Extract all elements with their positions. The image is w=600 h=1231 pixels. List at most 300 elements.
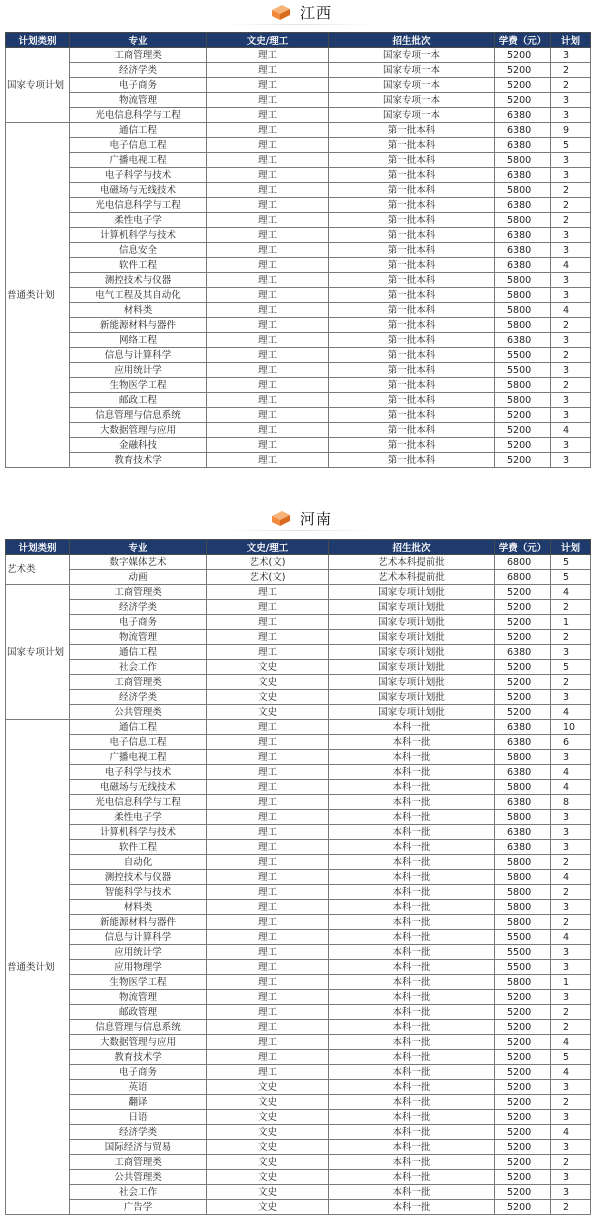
batch-cell: 本科一批: [329, 1110, 495, 1125]
plan-count-cell: 3: [551, 1110, 591, 1125]
table-row: [6, 660, 591, 675]
subject-cell: 理工: [207, 810, 329, 825]
batch-cell: 国家专项计划批: [329, 630, 495, 645]
header-fee: 学费（元）: [495, 33, 551, 48]
major-cell: 信息安全: [70, 243, 207, 258]
table-row: [6, 1020, 591, 1035]
batch-cell: 本科一批: [329, 915, 495, 930]
plan-count-cell: 4: [551, 258, 591, 273]
major-cell: 电子信息工程: [70, 735, 207, 750]
subject-cell: 理工: [207, 198, 329, 213]
subject-cell: 理工: [207, 138, 329, 153]
table-row: [6, 393, 591, 408]
major-cell: 数字媒体艺术: [70, 555, 207, 570]
major-cell: 柔性电子学: [70, 213, 207, 228]
fee-cell: 6380: [495, 108, 551, 123]
batch-cell: 本科一批: [329, 1050, 495, 1065]
plan-count-cell: 5: [551, 660, 591, 675]
orange-cube-icon: [268, 2, 294, 22]
table-row: [6, 108, 591, 123]
fee-cell: 5200: [495, 1095, 551, 1110]
table-row: [6, 153, 591, 168]
table-row: [6, 675, 591, 690]
plan-count-cell: 3: [551, 1140, 591, 1155]
fee-cell: 6380: [495, 825, 551, 840]
batch-cell: 第一批本科: [329, 453, 495, 468]
subject-cell: 理工: [207, 645, 329, 660]
table-row: [6, 705, 591, 720]
fee-cell: 5200: [495, 63, 551, 78]
major-cell: 光电信息科学与工程: [70, 795, 207, 810]
table-row: [6, 840, 591, 855]
major-cell: 英语: [70, 1080, 207, 1095]
major-cell: 物流管理: [70, 990, 207, 1005]
fee-cell: 6800: [495, 555, 551, 570]
subject-cell: 理工: [207, 1020, 329, 1035]
category-cell: 国家专项计划: [6, 585, 70, 720]
batch-cell: 本科一批: [329, 930, 495, 945]
jiangxi-heading: [0, 0, 600, 24]
subject-cell: 理工: [207, 855, 329, 870]
plan-count-cell: 2: [551, 63, 591, 78]
subject-cell: 理工: [207, 123, 329, 138]
major-cell: 经济学类: [70, 600, 207, 615]
plan-count-cell: 2: [551, 78, 591, 93]
subject-cell: 理工: [207, 288, 329, 303]
major-cell: 经济学类: [70, 1125, 207, 1140]
fee-cell: 6800: [495, 570, 551, 585]
batch-cell: 第一批本科: [329, 138, 495, 153]
batch-cell: 第一批本科: [329, 258, 495, 273]
plan-count-cell: 2: [551, 1020, 591, 1035]
fee-cell: 5200: [495, 630, 551, 645]
henan-plan-table: [5, 539, 591, 1215]
batch-cell: 国家专项计划批: [329, 690, 495, 705]
fee-cell: 5500: [495, 930, 551, 945]
batch-cell: 第一批本科: [329, 333, 495, 348]
fee-cell: 5200: [495, 1170, 551, 1185]
plan-count-cell: 3: [551, 273, 591, 288]
subject-cell: 理工: [207, 765, 329, 780]
batch-cell: 第一批本科: [329, 123, 495, 138]
fee-cell: 6380: [495, 645, 551, 660]
table-row: [6, 123, 591, 138]
subject-cell: 理工: [207, 900, 329, 915]
batch-cell: 国家专项计划批: [329, 705, 495, 720]
table-row: [6, 750, 591, 765]
header-fee: 学费（元）: [495, 540, 551, 555]
fee-cell: 5200: [495, 690, 551, 705]
fee-cell: 5200: [495, 1020, 551, 1035]
plan-count-cell: 4: [551, 780, 591, 795]
fee-cell: 5200: [495, 93, 551, 108]
table-row: [6, 1125, 591, 1140]
major-cell: 社会工作: [70, 660, 207, 675]
subject-cell: 理工: [207, 990, 329, 1005]
fee-cell: 5200: [495, 705, 551, 720]
table-row: [6, 615, 591, 630]
major-cell: 国际经济与贸易: [70, 1140, 207, 1155]
plan-count-cell: 3: [551, 690, 591, 705]
major-cell: 计算机科学与技术: [70, 228, 207, 243]
subject-cell: 理工: [207, 243, 329, 258]
plan-count-cell: 6: [551, 735, 591, 750]
subject-cell: 理工: [207, 930, 329, 945]
major-cell: 广告学: [70, 1200, 207, 1215]
major-cell: 广播电视工程: [70, 153, 207, 168]
batch-cell: 本科一批: [329, 780, 495, 795]
fee-cell: 5200: [495, 1065, 551, 1080]
table-row: [6, 960, 591, 975]
subject-cell: 理工: [207, 423, 329, 438]
batch-cell: 国家专项一本: [329, 63, 495, 78]
subject-cell: 理工: [207, 630, 329, 645]
table-row: [6, 408, 591, 423]
major-cell: 物流管理: [70, 630, 207, 645]
subject-cell: 理工: [207, 585, 329, 600]
fee-cell: 5200: [495, 1110, 551, 1125]
plan-count-cell: 3: [551, 48, 591, 63]
table-row: [6, 168, 591, 183]
major-cell: 电子商务: [70, 1065, 207, 1080]
subject-cell: 理工: [207, 363, 329, 378]
fee-cell: 5200: [495, 1080, 551, 1095]
plan-count-cell: 3: [551, 645, 591, 660]
plan-count-cell: 3: [551, 840, 591, 855]
major-cell: 日语: [70, 1110, 207, 1125]
batch-cell: 本科一批: [329, 975, 495, 990]
subject-cell: 理工: [207, 303, 329, 318]
batch-cell: 第一批本科: [329, 198, 495, 213]
subject-cell: 理工: [207, 795, 329, 810]
subject-cell: 理工: [207, 1065, 329, 1080]
subject-cell: 理工: [207, 63, 329, 78]
major-cell: 新能源材料与器件: [70, 318, 207, 333]
table-row: [6, 228, 591, 243]
header-plan: 计划: [551, 33, 591, 48]
major-cell: 通信工程: [70, 645, 207, 660]
header-batch: 招生批次: [329, 540, 495, 555]
fee-cell: 5800: [495, 303, 551, 318]
major-cell: 生物医学工程: [70, 378, 207, 393]
subject-cell: 理工: [207, 183, 329, 198]
table-row: [6, 348, 591, 363]
plan-count-cell: 1: [551, 615, 591, 630]
table-row: [6, 213, 591, 228]
plan-count-cell: 4: [551, 930, 591, 945]
plan-count-cell: 3: [551, 960, 591, 975]
batch-cell: 本科一批: [329, 750, 495, 765]
fee-cell: 5200: [495, 438, 551, 453]
table-row: [6, 288, 591, 303]
plan-count-cell: 4: [551, 705, 591, 720]
table-row: [6, 198, 591, 213]
major-cell: 材料类: [70, 303, 207, 318]
subject-cell: 理工: [207, 318, 329, 333]
plan-count-cell: 4: [551, 423, 591, 438]
fee-cell: 5200: [495, 408, 551, 423]
fee-cell: 6380: [495, 840, 551, 855]
major-cell: 电子商务: [70, 78, 207, 93]
table-row: [6, 885, 591, 900]
fee-cell: 6380: [495, 333, 551, 348]
fee-cell: 5200: [495, 585, 551, 600]
batch-cell: 第一批本科: [329, 423, 495, 438]
plan-count-cell: 3: [551, 810, 591, 825]
subject-cell: 理工: [207, 348, 329, 363]
table-row: [6, 585, 591, 600]
plan-count-cell: 8: [551, 795, 591, 810]
table-row: [6, 870, 591, 885]
major-cell: 测控技术与仪器: [70, 273, 207, 288]
header-category: 计划类别: [6, 33, 70, 48]
subject-cell: 文史: [207, 1095, 329, 1110]
subject-cell: 理工: [207, 168, 329, 183]
table-row: [6, 975, 591, 990]
fee-cell: 5800: [495, 378, 551, 393]
plan-count-cell: 3: [551, 1185, 591, 1200]
batch-cell: 国家专项计划批: [329, 615, 495, 630]
plan-count-cell: 2: [551, 213, 591, 228]
fee-cell: 5800: [495, 213, 551, 228]
major-cell: 教育技术学: [70, 453, 207, 468]
fee-cell: 5200: [495, 423, 551, 438]
fee-cell: 5200: [495, 1140, 551, 1155]
batch-cell: 本科一批: [329, 1005, 495, 1020]
table-row: [6, 93, 591, 108]
subject-cell: 理工: [207, 780, 329, 795]
fee-cell: 5800: [495, 900, 551, 915]
fee-cell: 5200: [495, 675, 551, 690]
batch-cell: 国家专项计划批: [329, 660, 495, 675]
major-cell: 电子科学与技术: [70, 765, 207, 780]
plan-count-cell: 4: [551, 765, 591, 780]
plan-count-cell: 4: [551, 585, 591, 600]
plan-count-cell: 2: [551, 630, 591, 645]
table-row: [6, 303, 591, 318]
header-category: 计划类别: [6, 540, 70, 555]
table-row: [6, 378, 591, 393]
major-cell: 柔性电子学: [70, 810, 207, 825]
category-cell: 艺术类: [6, 555, 70, 585]
major-cell: 软件工程: [70, 258, 207, 273]
plan-count-cell: 2: [551, 675, 591, 690]
batch-cell: 第一批本科: [329, 438, 495, 453]
fee-cell: 5800: [495, 915, 551, 930]
plan-count-cell: 4: [551, 1125, 591, 1140]
table-row: [6, 273, 591, 288]
header-subject: 文史/理工: [207, 540, 329, 555]
fee-cell: 5200: [495, 1125, 551, 1140]
batch-cell: 本科一批: [329, 1125, 495, 1140]
major-cell: 信息与计算科学: [70, 930, 207, 945]
table-row: [6, 333, 591, 348]
fee-cell: 5200: [495, 1200, 551, 1215]
fee-cell: 5200: [495, 600, 551, 615]
fee-cell: 6380: [495, 138, 551, 153]
fee-cell: 5800: [495, 393, 551, 408]
subject-cell: 理工: [207, 258, 329, 273]
fee-cell: 5200: [495, 660, 551, 675]
fee-cell: 5500: [495, 348, 551, 363]
plan-count-cell: 4: [551, 1065, 591, 1080]
major-cell: 自动化: [70, 855, 207, 870]
fee-cell: 6380: [495, 258, 551, 273]
header-batch: 招生批次: [329, 33, 495, 48]
plan-count-cell: 4: [551, 1035, 591, 1050]
major-cell: 公共管理类: [70, 1170, 207, 1185]
fee-cell: 5200: [495, 78, 551, 93]
table-row: [6, 555, 591, 570]
fee-cell: 5200: [495, 1155, 551, 1170]
subject-cell: 理工: [207, 870, 329, 885]
batch-cell: 本科一批: [329, 945, 495, 960]
plan-count-cell: 3: [551, 408, 591, 423]
batch-cell: 本科一批: [329, 1095, 495, 1110]
table-row: [6, 645, 591, 660]
major-cell: 公共管理类: [70, 705, 207, 720]
batch-cell: 本科一批: [329, 1170, 495, 1185]
plan-count-cell: 3: [551, 750, 591, 765]
table-row: [6, 570, 591, 585]
table-header-row: [6, 540, 591, 555]
major-cell: 电子商务: [70, 615, 207, 630]
plan-count-cell: 2: [551, 600, 591, 615]
major-cell: 光电信息科学与工程: [70, 108, 207, 123]
batch-cell: 第一批本科: [329, 378, 495, 393]
subject-cell: 文史: [207, 705, 329, 720]
fee-cell: 5200: [495, 1035, 551, 1050]
batch-cell: 第一批本科: [329, 213, 495, 228]
table-row: [6, 1155, 591, 1170]
batch-cell: 本科一批: [329, 1065, 495, 1080]
plan-count-cell: 2: [551, 1095, 591, 1110]
table-row: [6, 630, 591, 645]
major-cell: 应用统计学: [70, 945, 207, 960]
table-row: [6, 855, 591, 870]
subject-cell: 文史: [207, 675, 329, 690]
fee-cell: 6380: [495, 795, 551, 810]
table-row: [6, 438, 591, 453]
table-row: [6, 600, 591, 615]
plan-count-cell: 3: [551, 438, 591, 453]
plan-count-cell: 3: [551, 1080, 591, 1095]
major-cell: 测控技术与仪器: [70, 870, 207, 885]
table-row: [6, 453, 591, 468]
table-row: [6, 690, 591, 705]
fee-cell: 5200: [495, 48, 551, 63]
plan-count-cell: 2: [551, 915, 591, 930]
major-cell: 邮政管理: [70, 1005, 207, 1020]
header-subject: 文史/理工: [207, 33, 329, 48]
major-cell: 光电信息科学与工程: [70, 198, 207, 213]
batch-cell: 国家专项一本: [329, 78, 495, 93]
major-cell: 应用统计学: [70, 363, 207, 378]
major-cell: 大数据管理与应用: [70, 423, 207, 438]
major-cell: 电子科学与技术: [70, 168, 207, 183]
major-cell: 动画: [70, 570, 207, 585]
major-cell: 电子信息工程: [70, 138, 207, 153]
fee-cell: 5200: [495, 1005, 551, 1020]
fee-cell: 6380: [495, 168, 551, 183]
subject-cell: 理工: [207, 1050, 329, 1065]
table-row: [6, 1170, 591, 1185]
fee-cell: 6380: [495, 765, 551, 780]
major-cell: 信息管理与信息系统: [70, 408, 207, 423]
subject-cell: 理工: [207, 885, 329, 900]
plan-count-cell: 2: [551, 378, 591, 393]
plan-count-cell: 3: [551, 945, 591, 960]
table-row: [6, 795, 591, 810]
batch-cell: 本科一批: [329, 1035, 495, 1050]
batch-cell: 本科一批: [329, 810, 495, 825]
batch-cell: 本科一批: [329, 720, 495, 735]
subject-cell: 理工: [207, 228, 329, 243]
major-cell: 信息与计算科学: [70, 348, 207, 363]
subject-cell: 理工: [207, 153, 329, 168]
fee-cell: 6380: [495, 243, 551, 258]
table-row: [6, 243, 591, 258]
subject-cell: 理工: [207, 735, 329, 750]
plan-count-cell: 3: [551, 168, 591, 183]
plan-count-cell: 3: [551, 228, 591, 243]
batch-cell: 第一批本科: [329, 183, 495, 198]
fee-cell: 5200: [495, 615, 551, 630]
major-cell: 金融科技: [70, 438, 207, 453]
henan-heading: [0, 506, 600, 530]
subject-cell: 艺术(文): [207, 570, 329, 585]
subject-cell: 文史: [207, 1125, 329, 1140]
table-row: [6, 930, 591, 945]
major-cell: 教育技术学: [70, 1050, 207, 1065]
plan-count-cell: 3: [551, 93, 591, 108]
batch-cell: 第一批本科: [329, 168, 495, 183]
plan-count-cell: 3: [551, 363, 591, 378]
batch-cell: 国家专项一本: [329, 108, 495, 123]
subject-cell: 理工: [207, 393, 329, 408]
table-row: [6, 765, 591, 780]
major-cell: 生物医学工程: [70, 975, 207, 990]
major-cell: 电磁场与无线技术: [70, 183, 207, 198]
subject-cell: 理工: [207, 93, 329, 108]
batch-cell: 第一批本科: [329, 243, 495, 258]
header-major: 专业: [70, 540, 207, 555]
major-cell: 大数据管理与应用: [70, 1035, 207, 1050]
fee-cell: 5200: [495, 453, 551, 468]
plan-count-cell: 3: [551, 1170, 591, 1185]
subject-cell: 理工: [207, 720, 329, 735]
batch-cell: 本科一批: [329, 1185, 495, 1200]
fee-cell: 5800: [495, 885, 551, 900]
fee-cell: 6380: [495, 228, 551, 243]
table-row: [6, 48, 591, 63]
batch-cell: 第一批本科: [329, 273, 495, 288]
subject-cell: 理工: [207, 615, 329, 630]
category-cell: 国家专项计划: [6, 48, 70, 123]
batch-cell: 本科一批: [329, 825, 495, 840]
batch-cell: 国家专项计划批: [329, 675, 495, 690]
title-divider: [225, 24, 375, 25]
subject-cell: 理工: [207, 1035, 329, 1050]
subject-cell: 理工: [207, 915, 329, 930]
subject-cell: 理工: [207, 108, 329, 123]
plan-count-cell: 2: [551, 318, 591, 333]
fee-cell: 5500: [495, 363, 551, 378]
category-cell: 普通类计划: [6, 720, 70, 1215]
fee-cell: 5200: [495, 990, 551, 1005]
subject-cell: 文史: [207, 1140, 329, 1155]
major-cell: 信息管理与信息系统: [70, 1020, 207, 1035]
